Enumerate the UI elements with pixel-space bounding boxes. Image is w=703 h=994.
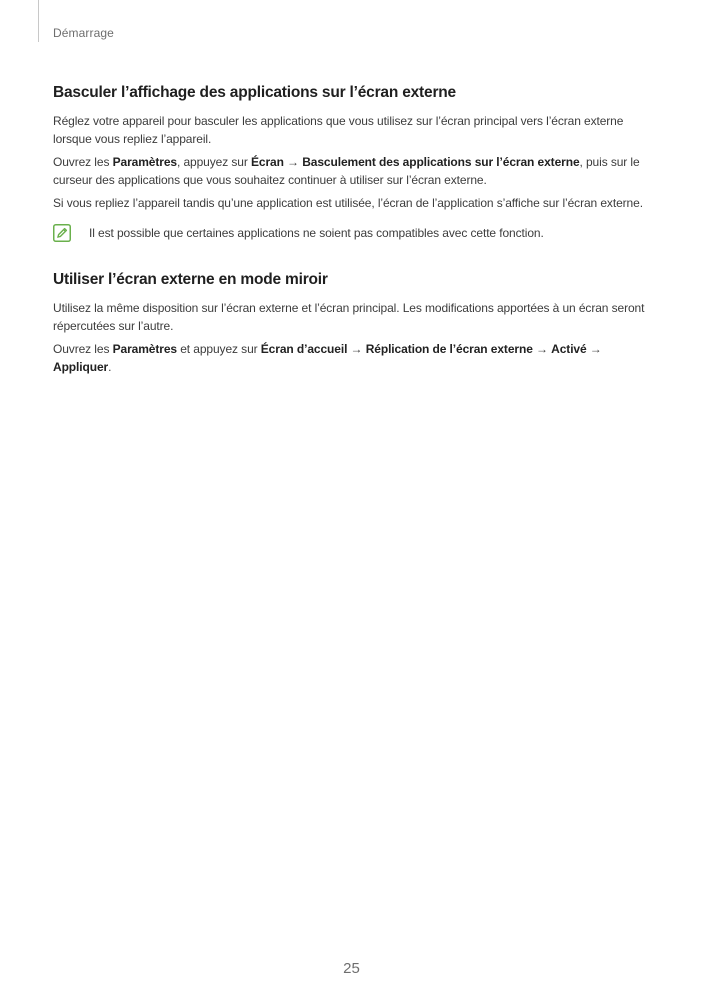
arrow-separator: → (347, 342, 366, 356)
page-content (53, 80, 653, 376)
text: . (108, 360, 112, 374)
paragraph-switch-behavior: Si vous repliez l’appareil tandis qu’une application est utilisée, l’écran de l’application s’affiche sur l’écran externe. (53, 196, 643, 210)
arrow-separator: → (532, 342, 552, 356)
text: , appuyez sur (176, 155, 251, 169)
menu-path-basculement: Basculement des applications sur l’écran externe (302, 155, 580, 169)
arrow-separator: → (283, 155, 303, 169)
header-divider (38, 0, 39, 42)
section-header: Démarrage (53, 26, 114, 40)
page-number: 25 (343, 960, 360, 977)
text: et appuyez sur (176, 342, 261, 356)
menu-path-active: Activé (551, 342, 587, 356)
text: Ouvrez les (53, 342, 113, 356)
menu-path-appliquer: Appliquer (53, 360, 109, 374)
menu-path-parametres: Paramètres (112, 155, 177, 169)
menu-path-ecran-accueil: Écran d’accueil (260, 342, 348, 356)
note-pencil-icon (53, 224, 71, 242)
section-title-mirror-mode: Utiliser l’écran externe en mode miroir (53, 271, 328, 288)
text: , puis sur le curseur des applications que vous souhaitez continuer à utiliser sur l’écran externe. (53, 155, 640, 187)
menu-path-parametres: Paramètres (112, 342, 177, 356)
paragraph-mirror-intro: Utilisez la même disposition sur l’écran externe et l’écran principal. Les modifications apportées à un écran seront répercutées sur l’autre. (53, 301, 645, 333)
arrow-separator: → (586, 342, 602, 356)
menu-path-replication: Réplication de l’écran externe (365, 342, 533, 356)
note-text: Il est possible que certaines applications ne soient pas compatibles avec cette fonction. (89, 226, 544, 240)
paragraph-switch-intro: Réglez votre appareil pour basculer les applications que vous utilisez sur l’écran principal vers l’écran externe lorsque vous repliez l’appareil. (53, 114, 624, 146)
menu-path-ecran: Écran (250, 155, 284, 169)
note-callout (53, 224, 653, 242)
text: Ouvrez les (53, 155, 113, 169)
section-title-switch-apps: Basculer l’affichage des applications sur l’écran externe (53, 84, 456, 101)
paragraph-mirror-instructions (53, 340, 653, 376)
paragraph-switch-instructions (53, 153, 653, 189)
